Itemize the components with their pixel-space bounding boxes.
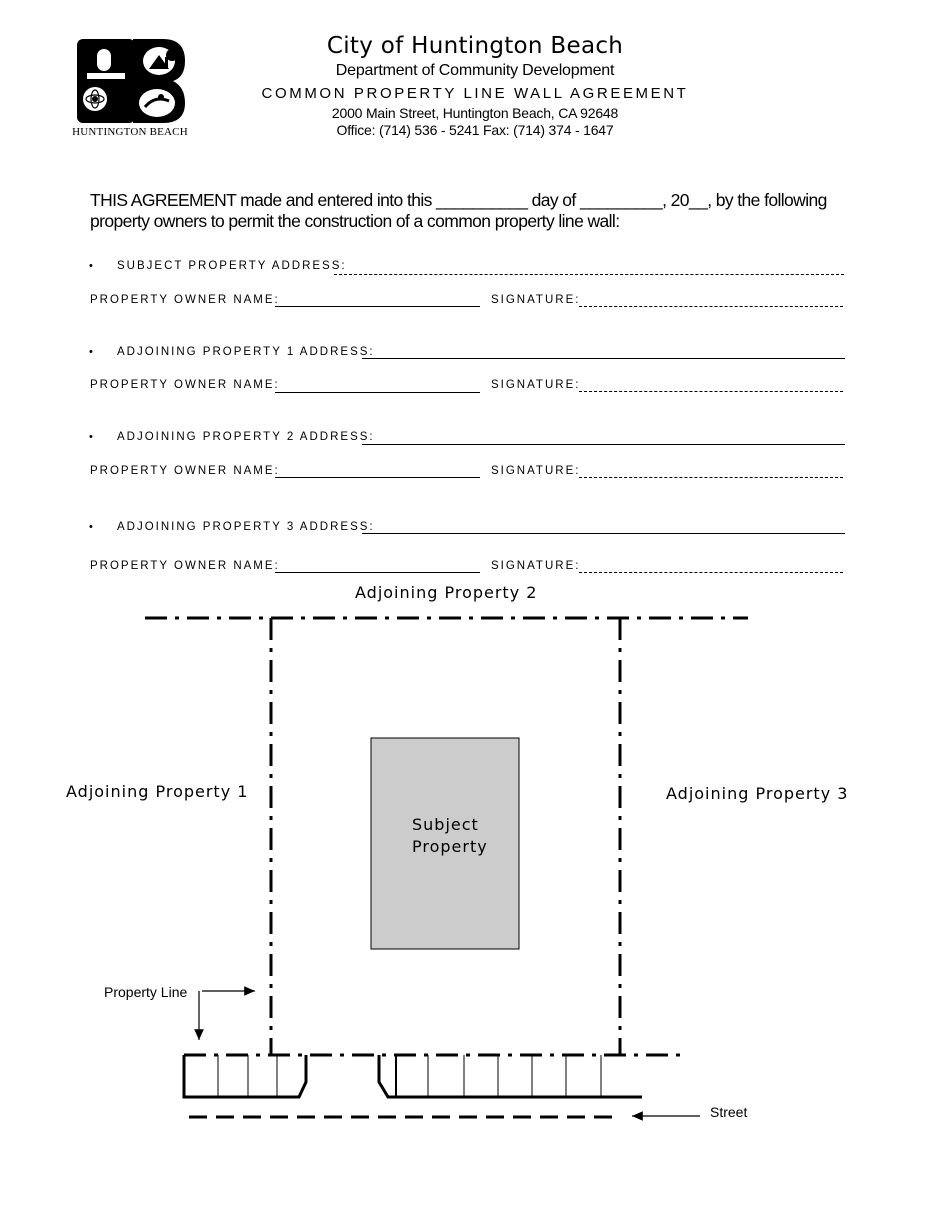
department-name: Department of Community Development [335, 62, 615, 79]
logo-caption: HUNTINGTON BEACH [72, 126, 188, 138]
subject-property-label-line2: Property [412, 837, 488, 856]
adjoining-property-1-label: Adjoining Property 1 [66, 782, 249, 801]
city-name: City of Huntington Beach [326, 33, 624, 59]
owner-name-label: PROPERTY OWNER NAME: [90, 465, 280, 477]
adjoining-2-address-label: ADJOINING PROPERTY 2 ADDRESS: [117, 431, 375, 443]
street-label: Street [710, 1104, 748, 1120]
adjoining-1-address-label: ADJOINING PROPERTY 1 ADDRESS: [117, 346, 375, 358]
adjoining-3-address-label: ADJOINING PROPERTY 3 ADDRESS: [117, 521, 375, 533]
owner-name-label: PROPERTY OWNER NAME: [90, 560, 280, 572]
bullet: • [89, 521, 93, 533]
signature-label: SIGNATURE: [491, 379, 581, 391]
bullet: • [89, 260, 93, 272]
owner-name-label: PROPERTY OWNER NAME: [90, 294, 280, 306]
adjoining-property-3-label: Adjoining Property 3 [666, 784, 849, 803]
agreement-intro: THIS AGREEMENT made and entered into this __________ day of _________, 20__, by the following property owners to permit the construction of a common property line wall: [90, 190, 827, 231]
bullet: • [89, 431, 93, 443]
subject-property-label-line1: Subject [412, 815, 479, 834]
owner-name-label: PROPERTY OWNER NAME: [90, 379, 280, 391]
form-title: COMMON PROPERTY LINE WALL AGREEMENT [261, 85, 689, 102]
subject-address-label: SUBJECT PROPERTY ADDRESS: [117, 260, 347, 272]
signature-label: SIGNATURE: [491, 294, 581, 306]
bullet: • [89, 346, 93, 358]
office-phone: Office: (714) 536 - 5241 Fax: (714) 374 - 1647 [336, 122, 614, 138]
office-address: 2000 Main Street, Huntington Beach, CA 92648 [331, 105, 619, 121]
signature-label: SIGNATURE: [491, 560, 581, 572]
property-line-label: Property Line [104, 984, 188, 1000]
curb-left [184, 1055, 306, 1097]
curb-right [379, 1055, 642, 1097]
adjoining-property-2-label: Adjoining Property 2 [355, 583, 538, 602]
signature-label: SIGNATURE: [491, 465, 581, 477]
